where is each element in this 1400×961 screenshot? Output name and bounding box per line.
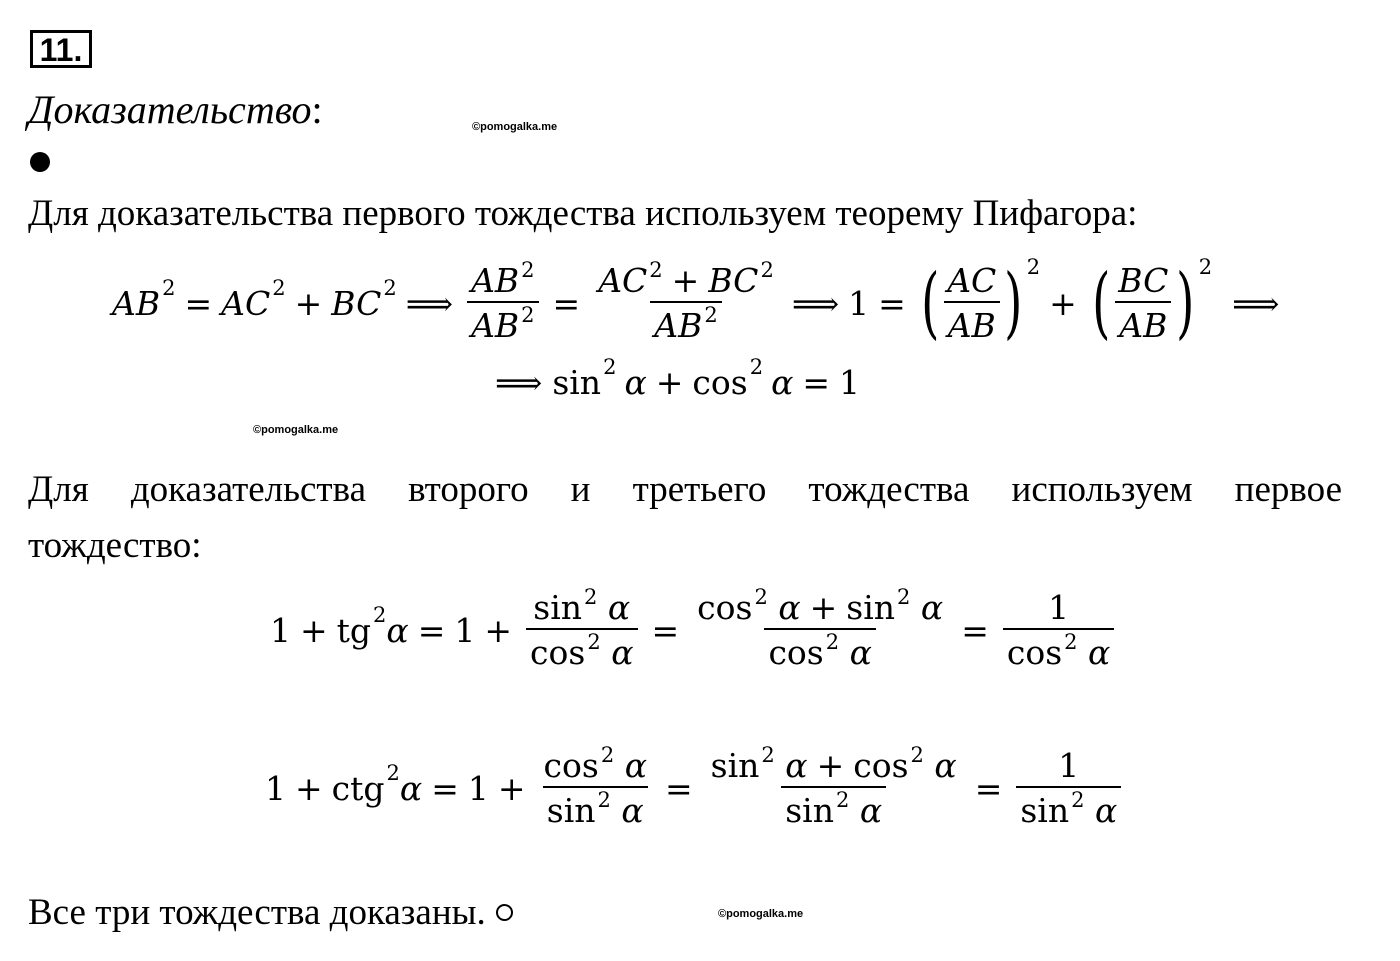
equation-pythagoras: AB 2 = AC 2 + BC 2 ⟹ $\frac{AB^2}{AB^2}$ = $\frac{AC^2 + BC^2}{AB^2}$ ⟹ 1 = ( $\frac{AC}{AB}$ ) 2 + ( $\frac{BC}{AB}$ ) 2 ⟹ (112, 254, 1280, 348)
watermark: ©pomogalka.me (253, 424, 339, 436)
fraction: $\frac{\sin^2 \alpha}{\cos^2 \alpha}$ (526, 591, 637, 669)
paragraph-second-third-line1: Для доказательства второго и третьего тождества используем первое (28, 469, 1342, 510)
fraction: $\frac{1}{\cos^2 \alpha}$ (1003, 591, 1114, 669)
fraction: $\frac{\sin^2 \alpha + \cos^2 \alpha}{\sin^2 \alpha}$ (710, 743, 957, 830)
equation-main-identity: ⟹ sin 2 α + cos 2 α = 1 (495, 354, 861, 402)
watermark: ©pomogalka.me (472, 121, 558, 133)
bullet-icon (30, 152, 50, 172)
paragraph-pythagoras: Для доказательства первого тождества используем теорему Пифагора: (28, 193, 1138, 234)
end-of-proof-icon (496, 904, 513, 921)
problem-number: 11. (30, 30, 92, 68)
parenthesized-fraction: ( $\frac{AC}{AB}$ ) 2 (920, 254, 1041, 348)
fraction: $\frac{AC^2 + BC^2}{AB^2}$ (598, 258, 774, 345)
paragraph-conclusion: Все три тождества доказаны. (28, 885, 513, 941)
parenthesized-fraction: ( $\frac{BC}{AB}$ ) 2 (1091, 254, 1213, 348)
fraction: $\frac{\cos^2 \alpha}{\sin^2 \alpha}$ (543, 743, 647, 830)
watermark: ©pomogalka.me (718, 908, 804, 920)
fraction: $\frac{1}{\sin^2 \alpha}$ (1016, 749, 1121, 827)
fraction: $\frac{\cos^2 \alpha + \sin^2 \alpha}{\cos^2 \alpha}$ (697, 585, 944, 672)
equation-cotangent: 1 + ctg 2 α = 1 + $\frac{\cos^2 \alpha}{\sin^2 \alpha}$ = $\frac{\sin^2 \alpha + \cos^2 \alpha}{\sin^2 \alpha}$ = $\frac{1}{\sin^2 \alpha}$ (265, 738, 1126, 838)
paragraph-second-third-line2: тождество: (28, 525, 202, 566)
equation-tangent: 1 + tg 2 α = 1 + $\frac{\sin^2 \alpha}{\cos^2 \alpha}$ = $\frac{\cos^2 \alpha + \sin^2 \alpha}{\cos^2 \alpha}$ = $\frac{1}{\cos^2 \alpha}$ (270, 580, 1119, 680)
proof-label: Доказательство: (28, 87, 323, 132)
fraction: $\frac{AB^2}{AB^2}$ (467, 264, 538, 342)
